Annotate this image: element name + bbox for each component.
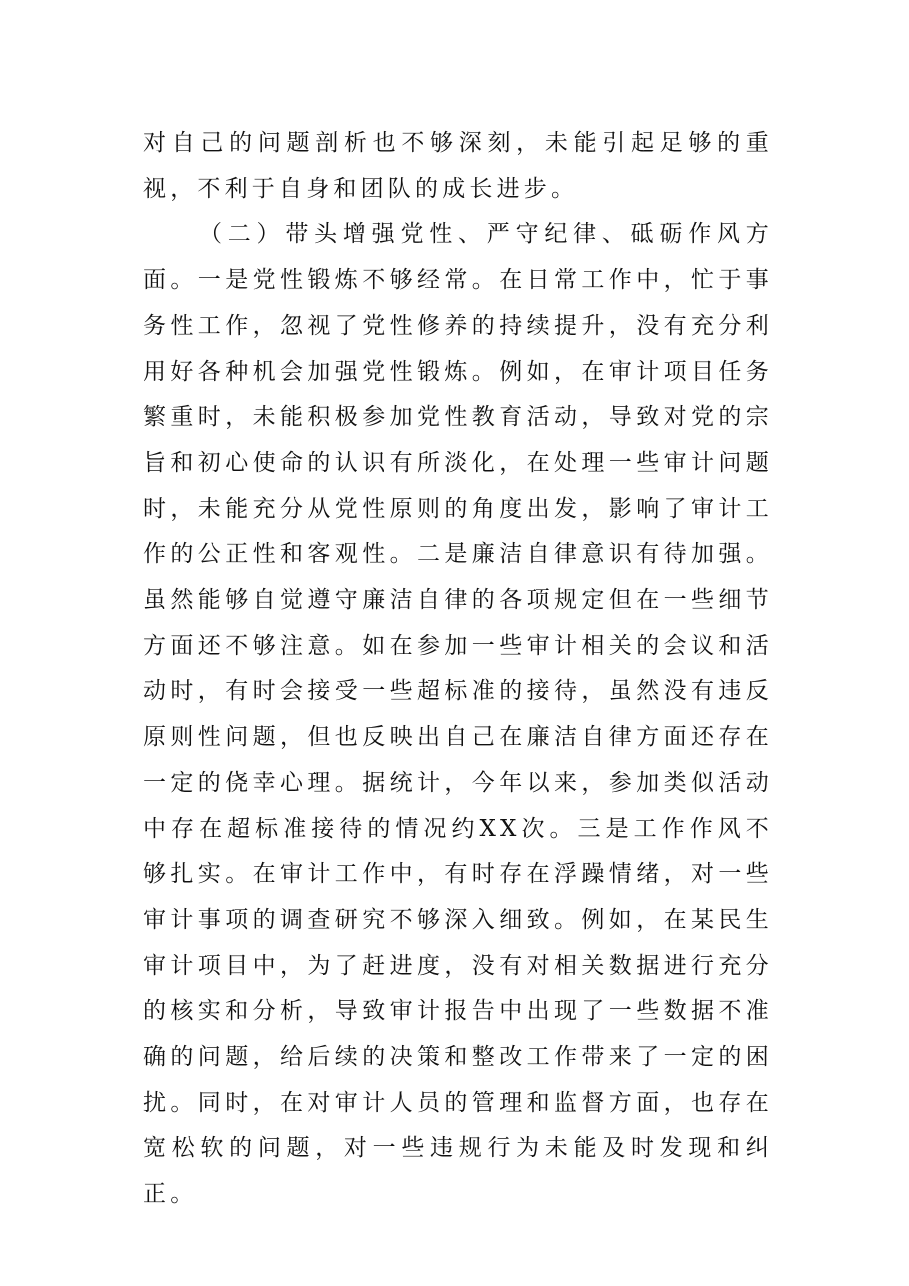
paragraph-continuation: 对自己的问题剖析也不够深刻，未能引起足够的重视，不利于自身和团队的成长进步。: [143, 130, 773, 202]
paragraph-section-two: （二）带头增强党性、严守纪律、砥砺作风方面。一是党性锻炼不够经常。在日常工作中，忙于事务性工作，忽视了党性修养的持续提升，没有充分利用好各种机会加强党性锻炼。例如，在审计项目任务繁重时，未能积极参加党性教育活动，导致对党的宗旨和初心使命的认识有所淡化，在处理一些审计问题时，未能充分从党性原则的角度出发，影响了审计工作的公正性和客观性。二是廉洁自律意识有待加强。虽然能够自觉遵守廉洁自律的各项规定但在一些细节方面还不够注意。如在参加一些审计相关的会议和活动时，有时会接受一些超标准的接待，虽然没有违反原则性问题，但也反映出自己在廉洁自律方面还存在一定的侥幸心理。据统计，今年以来，参加类似活动中存在超标准接待的情况约XX次。三是工作作风不够扎实。在审计工作中，有时存在浮躁情绪，对一些审计事项的调查研究不够深入细致。例如，在某民生审计项目中，为了赶进度，没有对相关数据进行充分的核实和分析，导致审计报告中出现了一些数据不准确的问题，给后续的决策和整改工作带来了一定的困扰。同时，在对审计人员的管理和监督方面，也存在宽松软的问题，对一些违规行为未能及时发现和纠正。: [143, 221, 773, 1208]
body-text: [143, 121, 773, 1218]
